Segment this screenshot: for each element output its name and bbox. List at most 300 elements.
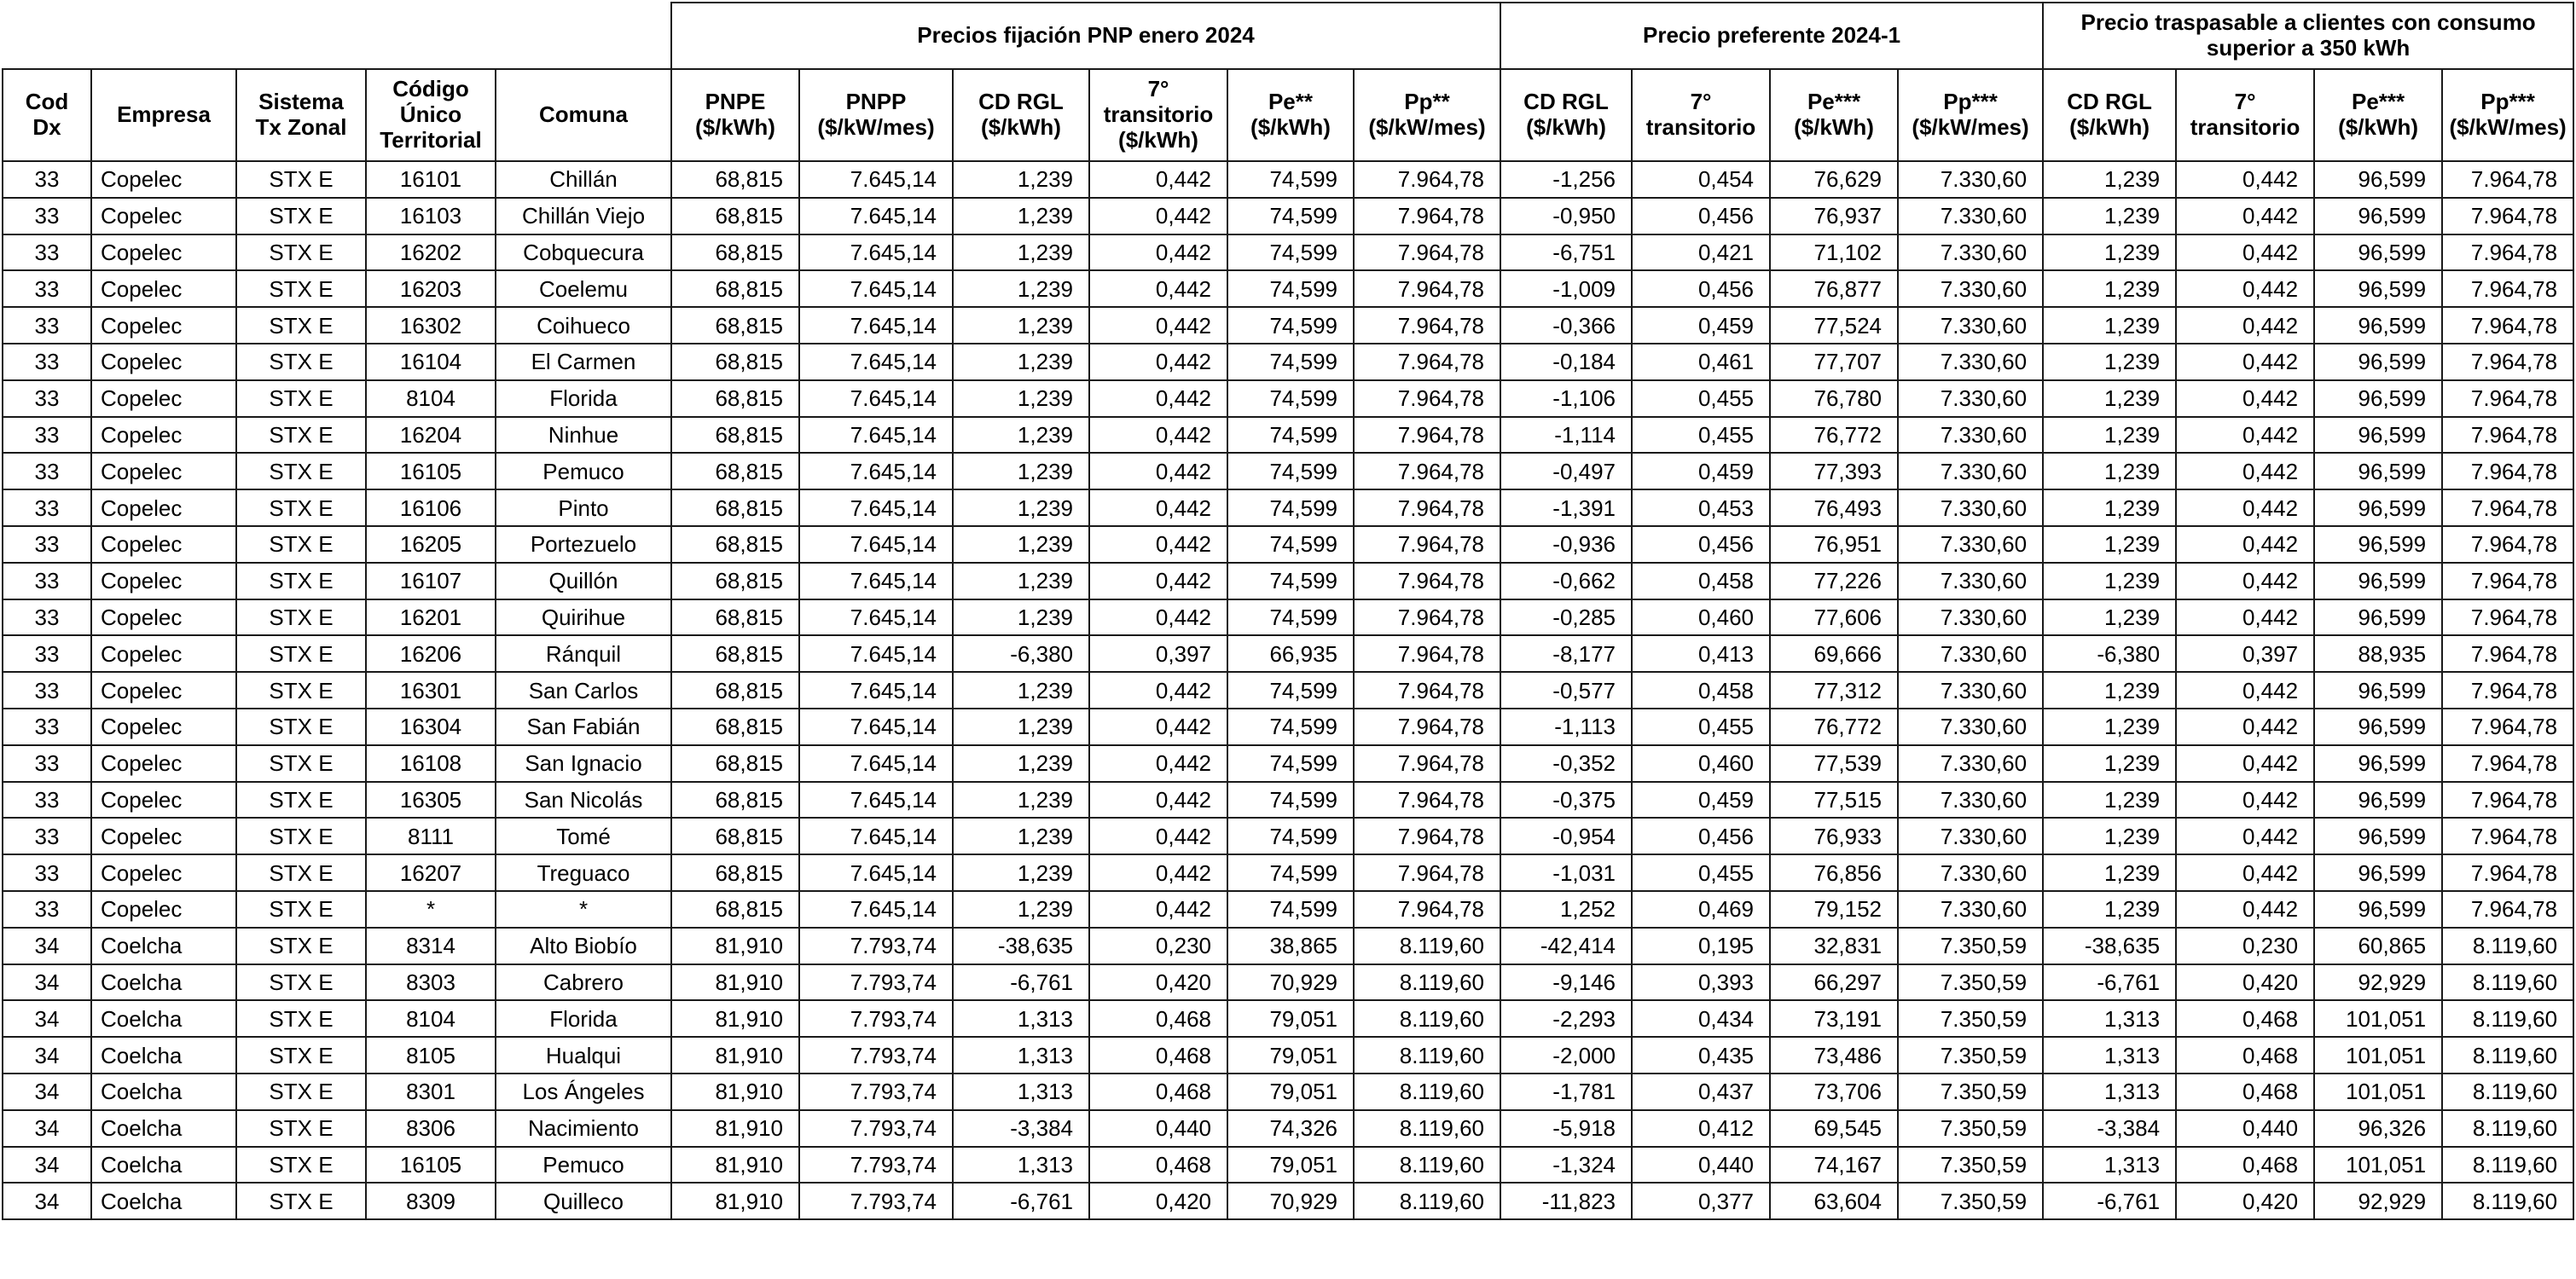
cell-pp-pref: 7.350,59	[1898, 1037, 2043, 1074]
cell-pp-pnp: 7.964,78	[1354, 891, 1500, 928]
cell-cdrgl-pnp: 1,239	[953, 672, 1089, 709]
cell-cod-dx: 34	[3, 1074, 91, 1110]
cell-pe-pnp: 70,929	[1227, 1183, 1354, 1219]
cell-pe-pnp: 74,599	[1227, 891, 1354, 928]
cell-transitorio-pref: 0,459	[1632, 307, 1770, 344]
col-comuna: Comuna	[496, 69, 671, 161]
table-row	[3, 854, 2573, 891]
table-row	[3, 928, 2573, 964]
cell-empresa: Copelec	[91, 635, 236, 672]
cell-codigo: 16106	[366, 489, 496, 526]
cell-codigo: 16302	[366, 307, 496, 344]
cell-cdrgl-pnp: 1,239	[953, 563, 1089, 599]
cell-cdrgl-pref: -6,751	[1500, 234, 1632, 271]
cell-pe-pnp: 74,599	[1227, 526, 1354, 563]
cell-pe-pref: 76,933	[1770, 818, 1898, 854]
cell-pp-pnp: 7.964,78	[1354, 417, 1500, 454]
col-pe-pnp	[1227, 69, 1354, 161]
cell-pnpe: 68,815	[671, 891, 799, 928]
cell-pp-pnp: 8.119,60	[1354, 1000, 1500, 1037]
cell-transitorio-pnp: 0,468	[1089, 1147, 1227, 1184]
cell-cdrgl-pref: -0,497	[1500, 453, 1632, 489]
cell-pe-pref: 76,937	[1770, 198, 1898, 234]
cell-codigo: 16104	[366, 344, 496, 380]
cell-sistema: STX E	[236, 198, 366, 234]
cell-pp-pnp: 7.964,78	[1354, 161, 1500, 198]
table-row	[3, 563, 2573, 599]
cell-empresa: Copelec	[91, 745, 236, 782]
cell-pp-pref: 7.330,60	[1898, 380, 2043, 417]
table-row	[3, 270, 2573, 307]
cell-pp-pnp: 7.964,78	[1354, 672, 1500, 709]
cell-transitorio-pref: 0,455	[1632, 417, 1770, 454]
cell-cdrgl-pnp: 1,239	[953, 307, 1089, 344]
cell-sistema: STX E	[236, 1037, 366, 1074]
col-codigo-l1: Código	[392, 76, 469, 102]
cell-empresa: Copelec	[91, 489, 236, 526]
cell-pnpe: 81,910	[671, 928, 799, 964]
cell-cdrgl-trasp: 1,239	[2043, 672, 2176, 709]
cell-transitorio-trasp: 0,230	[2176, 928, 2314, 964]
col-cdrgl-trasp	[2043, 69, 2176, 161]
col-pnpe-l2: ($/kWh)	[695, 114, 775, 140]
cell-cod-dx: 34	[3, 928, 91, 964]
cell-pnpe: 68,815	[671, 270, 799, 307]
cell-transitorio-pref: 0,412	[1632, 1110, 1770, 1147]
cell-transitorio-pnp: 0,442	[1089, 818, 1227, 854]
cell-transitorio-trasp: 0,442	[2176, 344, 2314, 380]
cell-transitorio-pref: 0,434	[1632, 1000, 1770, 1037]
cell-pp-pnp: 8.119,60	[1354, 1037, 1500, 1074]
col-cdrgl-pnp-l2: ($/kWh)	[981, 114, 1061, 140]
cell-pe-pref: 77,515	[1770, 782, 1898, 819]
cell-pp-pref: 7.330,60	[1898, 891, 2043, 928]
cell-codigo: 16204	[366, 417, 496, 454]
cell-pp-pref: 7.350,59	[1898, 1110, 2043, 1147]
cell-codigo: 16203	[366, 270, 496, 307]
table-body	[3, 161, 2573, 1219]
cell-sistema: STX E	[236, 344, 366, 380]
cell-pe-trasp: 101,051	[2314, 1147, 2442, 1184]
col-transitorio-pref-l1: 7°	[1690, 89, 1712, 115]
cell-pe-pref: 76,772	[1770, 417, 1898, 454]
cell-cdrgl-pnp: -38,635	[953, 928, 1089, 964]
cell-transitorio-trasp: 0,468	[2176, 1037, 2314, 1074]
cell-sistema: STX E	[236, 161, 366, 198]
col-cod-dx-l1: Cod	[25, 89, 69, 115]
cell-cod-dx: 33	[3, 709, 91, 745]
cell-pe-pref: 71,102	[1770, 234, 1898, 271]
cell-pp-pref: 7.350,59	[1898, 928, 2043, 964]
cell-cdrgl-pref: -0,577	[1500, 672, 1632, 709]
cell-transitorio-trasp: 0,442	[2176, 417, 2314, 454]
cell-pe-pnp: 74,599	[1227, 745, 1354, 782]
col-transitorio-trasp-l2: transitorio	[2190, 114, 2300, 140]
cell-pe-pref: 76,772	[1770, 709, 1898, 745]
col-pe-pnp-l1: Pe**	[1268, 89, 1314, 115]
cell-transitorio-pnp: 0,442	[1089, 526, 1227, 563]
cell-pe-pref: 76,877	[1770, 270, 1898, 307]
cell-comuna: Portezuelo	[496, 526, 671, 563]
cell-cdrgl-pnp: 1,239	[953, 270, 1089, 307]
cell-sistema: STX E	[236, 599, 366, 636]
cell-pp-pnp: 7.964,78	[1354, 854, 1500, 891]
cell-transitorio-pref: 0,393	[1632, 964, 1770, 1001]
table-row	[3, 599, 2573, 636]
cell-pnpp: 7.645,14	[799, 270, 953, 307]
cell-cdrgl-trasp: 1,313	[2043, 1147, 2176, 1184]
cell-codigo: 16101	[366, 161, 496, 198]
cell-cdrgl-pref: -1,114	[1500, 417, 1632, 454]
cell-pe-trasp: 101,051	[2314, 1037, 2442, 1074]
cell-cdrgl-pref: -1,781	[1500, 1074, 1632, 1110]
cell-cdrgl-trasp: -6,761	[2043, 1183, 2176, 1219]
cell-cdrgl-pref: -1,113	[1500, 709, 1632, 745]
cell-pe-pref: 73,706	[1770, 1074, 1898, 1110]
cell-pp-pref: 7.350,59	[1898, 1000, 2043, 1037]
cell-transitorio-pref: 0,458	[1632, 563, 1770, 599]
cell-codigo: 16301	[366, 672, 496, 709]
cell-pe-pnp: 79,051	[1227, 1147, 1354, 1184]
cell-cdrgl-pnp: 1,239	[953, 818, 1089, 854]
cell-pe-pnp: 74,599	[1227, 161, 1354, 198]
cell-pp-pref: 7.330,60	[1898, 635, 2043, 672]
col-pnpp-l2: ($/kW/mes)	[817, 114, 935, 140]
cell-cod-dx: 34	[3, 964, 91, 1001]
table-row	[3, 1000, 2573, 1037]
table-row	[3, 1183, 2573, 1219]
cell-pp-trasp: 8.119,60	[2442, 1037, 2573, 1074]
cell-transitorio-pnp: 0,442	[1089, 563, 1227, 599]
cell-comuna: Ninhue	[496, 417, 671, 454]
col-cdrgl-pnp	[953, 69, 1089, 161]
cell-comuna: Quirihue	[496, 599, 671, 636]
cell-transitorio-pref: 0,440	[1632, 1147, 1770, 1184]
cell-transitorio-trasp: 0,442	[2176, 599, 2314, 636]
cell-pp-pref: 7.350,59	[1898, 1147, 2043, 1184]
tariff-table	[2, 2, 2574, 1220]
col-pnpe-l1: PNPE	[705, 89, 766, 115]
cell-pnpp: 7.645,14	[799, 635, 953, 672]
cell-transitorio-pref: 0,469	[1632, 891, 1770, 928]
col-pp-trasp	[2442, 69, 2573, 161]
cell-pnpe: 68,815	[671, 599, 799, 636]
cell-cdrgl-trasp: 1,239	[2043, 709, 2176, 745]
cell-transitorio-pref: 0,459	[1632, 782, 1770, 819]
cell-transitorio-trasp: 0,442	[2176, 489, 2314, 526]
cell-cdrgl-trasp: 1,239	[2043, 489, 2176, 526]
cell-pnpp: 7.645,14	[799, 344, 953, 380]
cell-pp-pref: 7.330,60	[1898, 307, 2043, 344]
cell-cod-dx: 33	[3, 745, 91, 782]
cell-codigo: 8105	[366, 1037, 496, 1074]
cell-pp-trasp: 8.119,60	[2442, 1110, 2573, 1147]
col-transitorio-trasp-l1: 7°	[2234, 89, 2256, 115]
cell-pe-pref: 32,831	[1770, 928, 1898, 964]
group-preferente: Precio preferente 2024-1	[1500, 3, 2043, 69]
cell-cdrgl-pnp: 1,313	[953, 1037, 1089, 1074]
cell-transitorio-pnp: 0,468	[1089, 1037, 1227, 1074]
cell-pp-trasp: 7.964,78	[2442, 489, 2573, 526]
cell-pp-pnp: 8.119,60	[1354, 964, 1500, 1001]
cell-sistema: STX E	[236, 709, 366, 745]
cell-pe-trasp: 96,599	[2314, 161, 2442, 198]
cell-sistema: STX E	[236, 891, 366, 928]
cell-transitorio-pref: 0,377	[1632, 1183, 1770, 1219]
cell-pe-pref: 76,629	[1770, 161, 1898, 198]
cell-transitorio-pnp: 0,442	[1089, 307, 1227, 344]
cell-codigo: 16304	[366, 709, 496, 745]
cell-pe-trasp: 96,599	[2314, 270, 2442, 307]
table-row	[3, 964, 2573, 1001]
table-row	[3, 489, 2573, 526]
cell-pe-pnp: 74,599	[1227, 672, 1354, 709]
col-transitorio-pnp	[1089, 69, 1227, 161]
table-row	[3, 672, 2573, 709]
cell-pe-trasp: 96,599	[2314, 344, 2442, 380]
col-pnpp-l1: PNPP	[845, 89, 907, 115]
cell-codigo: *	[366, 891, 496, 928]
cell-pe-trasp: 92,929	[2314, 964, 2442, 1001]
cell-pp-pnp: 7.964,78	[1354, 709, 1500, 745]
cell-transitorio-trasp: 0,442	[2176, 782, 2314, 819]
cell-transitorio-trasp: 0,468	[2176, 1074, 2314, 1110]
col-empresa: Empresa	[91, 69, 236, 161]
cell-pp-trasp: 7.964,78	[2442, 380, 2573, 417]
header-blank-comuna	[496, 3, 671, 69]
cell-comuna: Treguaco	[496, 854, 671, 891]
cell-cod-dx: 33	[3, 489, 91, 526]
cell-comuna: Los Ángeles	[496, 1074, 671, 1110]
cell-transitorio-pref: 0,195	[1632, 928, 1770, 964]
cell-transitorio-trasp: 0,442	[2176, 745, 2314, 782]
cell-cdrgl-trasp: -6,380	[2043, 635, 2176, 672]
cell-pnpe: 81,910	[671, 1147, 799, 1184]
cell-transitorio-pref: 0,413	[1632, 635, 1770, 672]
cell-cdrgl-pnp: 1,239	[953, 453, 1089, 489]
cell-transitorio-pnp: 0,442	[1089, 489, 1227, 526]
cell-cdrgl-pnp: 1,239	[953, 489, 1089, 526]
cell-cod-dx: 34	[3, 1037, 91, 1074]
cell-cdrgl-pnp: 1,239	[953, 161, 1089, 198]
col-pnpp	[799, 69, 953, 161]
cell-empresa: Coelcha	[91, 1183, 236, 1219]
cell-transitorio-pref: 0,460	[1632, 745, 1770, 782]
cell-cdrgl-pref: -1,106	[1500, 380, 1632, 417]
cell-pnpp: 7.645,14	[799, 234, 953, 271]
cell-pp-pnp: 7.964,78	[1354, 198, 1500, 234]
cell-comuna: *	[496, 891, 671, 928]
cell-pnpp: 7.645,14	[799, 891, 953, 928]
cell-comuna: Florida	[496, 380, 671, 417]
cell-pnpp: 7.793,74	[799, 1000, 953, 1037]
cell-cdrgl-pnp: 1,239	[953, 198, 1089, 234]
cell-pnpe: 68,815	[671, 417, 799, 454]
cell-transitorio-pref: 0,460	[1632, 599, 1770, 636]
cell-cdrgl-trasp: 1,239	[2043, 234, 2176, 271]
cell-pnpp: 7.645,14	[799, 709, 953, 745]
cell-cod-dx: 33	[3, 161, 91, 198]
cell-empresa: Copelec	[91, 563, 236, 599]
cell-transitorio-trasp: 0,468	[2176, 1000, 2314, 1037]
cell-sistema: STX E	[236, 563, 366, 599]
cell-codigo: 16107	[366, 563, 496, 599]
cell-pnpe: 68,815	[671, 198, 799, 234]
cell-cdrgl-pref: -0,352	[1500, 745, 1632, 782]
cell-pp-pnp: 7.964,78	[1354, 489, 1500, 526]
cell-comuna: San Fabián	[496, 709, 671, 745]
cell-transitorio-pref: 0,455	[1632, 380, 1770, 417]
col-pp-pnp	[1354, 69, 1500, 161]
cell-pp-pnp: 7.964,78	[1354, 563, 1500, 599]
cell-pe-pref: 63,604	[1770, 1183, 1898, 1219]
cell-pe-trasp: 96,599	[2314, 745, 2442, 782]
cell-transitorio-pref: 0,453	[1632, 489, 1770, 526]
cell-transitorio-trasp: 0,440	[2176, 1110, 2314, 1147]
cell-pe-pnp: 74,599	[1227, 818, 1354, 854]
cell-cdrgl-pref: -0,954	[1500, 818, 1632, 854]
cell-pe-pnp: 74,599	[1227, 563, 1354, 599]
cell-transitorio-pref: 0,456	[1632, 198, 1770, 234]
cell-pe-pref: 77,312	[1770, 672, 1898, 709]
cell-pe-trasp: 96,599	[2314, 818, 2442, 854]
cell-pe-trasp: 96,599	[2314, 891, 2442, 928]
cell-pnpe: 68,815	[671, 854, 799, 891]
cell-pe-pnp: 79,051	[1227, 1000, 1354, 1037]
cell-pp-trasp: 8.119,60	[2442, 1000, 2573, 1037]
cell-empresa: Copelec	[91, 270, 236, 307]
cell-codigo: 8301	[366, 1074, 496, 1110]
cell-sistema: STX E	[236, 1000, 366, 1037]
cell-pp-pnp: 7.964,78	[1354, 270, 1500, 307]
cell-transitorio-pnp: 0,442	[1089, 270, 1227, 307]
cell-pnpp: 7.793,74	[799, 928, 953, 964]
cell-transitorio-trasp: 0,468	[2176, 1147, 2314, 1184]
cell-cdrgl-pref: -0,184	[1500, 344, 1632, 380]
cell-codigo: 16201	[366, 599, 496, 636]
table-row	[3, 526, 2573, 563]
cell-pp-pref: 7.330,60	[1898, 526, 2043, 563]
cell-transitorio-pnp: 0,442	[1089, 161, 1227, 198]
cell-transitorio-trasp: 0,397	[2176, 635, 2314, 672]
cell-cdrgl-trasp: 1,239	[2043, 782, 2176, 819]
cell-pe-trasp: 96,599	[2314, 198, 2442, 234]
col-cdrgl-pref-l2: ($/kWh)	[1526, 114, 1606, 140]
table-row	[3, 1074, 2573, 1110]
cell-pp-pnp: 7.964,78	[1354, 818, 1500, 854]
cell-pe-pref: 73,486	[1770, 1037, 1898, 1074]
cell-cdrgl-pref: -11,823	[1500, 1183, 1632, 1219]
cell-pp-pnp: 7.964,78	[1354, 635, 1500, 672]
cell-transitorio-pref: 0,455	[1632, 854, 1770, 891]
cell-empresa: Copelec	[91, 526, 236, 563]
cell-pp-pnp: 8.119,60	[1354, 928, 1500, 964]
table-row	[3, 635, 2573, 672]
cell-empresa: Copelec	[91, 453, 236, 489]
cell-transitorio-pref: 0,454	[1632, 161, 1770, 198]
cell-cdrgl-trasp: 1,239	[2043, 526, 2176, 563]
cell-empresa: Copelec	[91, 234, 236, 271]
cell-cdrgl-trasp: -38,635	[2043, 928, 2176, 964]
cell-pe-pnp: 79,051	[1227, 1037, 1354, 1074]
cell-pp-trasp: 7.964,78	[2442, 854, 2573, 891]
cell-pe-trasp: 96,599	[2314, 599, 2442, 636]
cell-cdrgl-trasp: 1,239	[2043, 453, 2176, 489]
table-row	[3, 453, 2573, 489]
cell-transitorio-trasp: 0,442	[2176, 672, 2314, 709]
cell-transitorio-pref: 0,421	[1632, 234, 1770, 271]
cell-transitorio-trasp: 0,442	[2176, 234, 2314, 271]
cell-cdrgl-pref: -8,177	[1500, 635, 1632, 672]
cell-pnpp: 7.645,14	[799, 489, 953, 526]
cell-codigo: 16206	[366, 635, 496, 672]
cell-comuna: Tomé	[496, 818, 671, 854]
cell-sistema: STX E	[236, 745, 366, 782]
cell-pp-pref: 7.350,59	[1898, 1074, 2043, 1110]
cell-transitorio-pref: 0,458	[1632, 672, 1770, 709]
cell-cod-dx: 33	[3, 599, 91, 636]
cell-transitorio-pnp: 0,420	[1089, 1183, 1227, 1219]
cell-cod-dx: 33	[3, 782, 91, 819]
cell-pe-trasp: 96,599	[2314, 782, 2442, 819]
cell-cdrgl-pnp: 1,239	[953, 782, 1089, 819]
cell-transitorio-pnp: 0,442	[1089, 380, 1227, 417]
cell-pp-trasp: 7.964,78	[2442, 672, 2573, 709]
cell-pe-pnp: 74,599	[1227, 380, 1354, 417]
cell-transitorio-pnp: 0,442	[1089, 453, 1227, 489]
cell-empresa: Copelec	[91, 417, 236, 454]
cell-pp-pnp: 7.964,78	[1354, 782, 1500, 819]
table-row	[3, 417, 2573, 454]
cell-transitorio-pnp: 0,442	[1089, 234, 1227, 271]
cell-empresa: Copelec	[91, 854, 236, 891]
cell-pe-pnp: 74,599	[1227, 234, 1354, 271]
cell-comuna: Ránquil	[496, 635, 671, 672]
cell-transitorio-trasp: 0,442	[2176, 854, 2314, 891]
cell-pe-trasp: 96,599	[2314, 563, 2442, 599]
cell-pnpe: 68,815	[671, 782, 799, 819]
cell-transitorio-pref: 0,456	[1632, 818, 1770, 854]
cell-pnpp: 7.793,74	[799, 1110, 953, 1147]
cell-pnpe: 68,815	[671, 380, 799, 417]
cell-pnpp: 7.645,14	[799, 198, 953, 234]
cell-pe-trasp: 88,935	[2314, 635, 2442, 672]
col-pp-pnp-l1: Pp**	[1404, 89, 1450, 115]
cell-pp-pnp: 7.964,78	[1354, 344, 1500, 380]
cell-transitorio-pnp: 0,420	[1089, 964, 1227, 1001]
cell-transitorio-pnp: 0,230	[1089, 928, 1227, 964]
cell-pe-pnp: 74,599	[1227, 417, 1354, 454]
cell-pp-pnp: 8.119,60	[1354, 1110, 1500, 1147]
cell-pe-pref: 77,707	[1770, 344, 1898, 380]
cell-cdrgl-trasp: -6,761	[2043, 964, 2176, 1001]
cell-comuna: Cabrero	[496, 964, 671, 1001]
cell-pp-trasp: 7.964,78	[2442, 234, 2573, 271]
col-transitorio-trasp	[2176, 69, 2314, 161]
cell-codigo: 8309	[366, 1183, 496, 1219]
cell-pnpp: 7.645,14	[799, 854, 953, 891]
cell-transitorio-trasp: 0,420	[2176, 1183, 2314, 1219]
cell-pnpe: 68,815	[671, 563, 799, 599]
cell-transitorio-pnp: 0,442	[1089, 198, 1227, 234]
cell-pe-trasp: 96,326	[2314, 1110, 2442, 1147]
col-transitorio-pnp-l1: 7°	[1147, 76, 1169, 102]
cell-pe-trasp: 96,599	[2314, 234, 2442, 271]
table-row	[3, 307, 2573, 344]
table-row	[3, 1147, 2573, 1184]
col-pp-pref-l2: ($/kW/mes)	[1912, 114, 2029, 140]
cell-cdrgl-pref: -5,918	[1500, 1110, 1632, 1147]
